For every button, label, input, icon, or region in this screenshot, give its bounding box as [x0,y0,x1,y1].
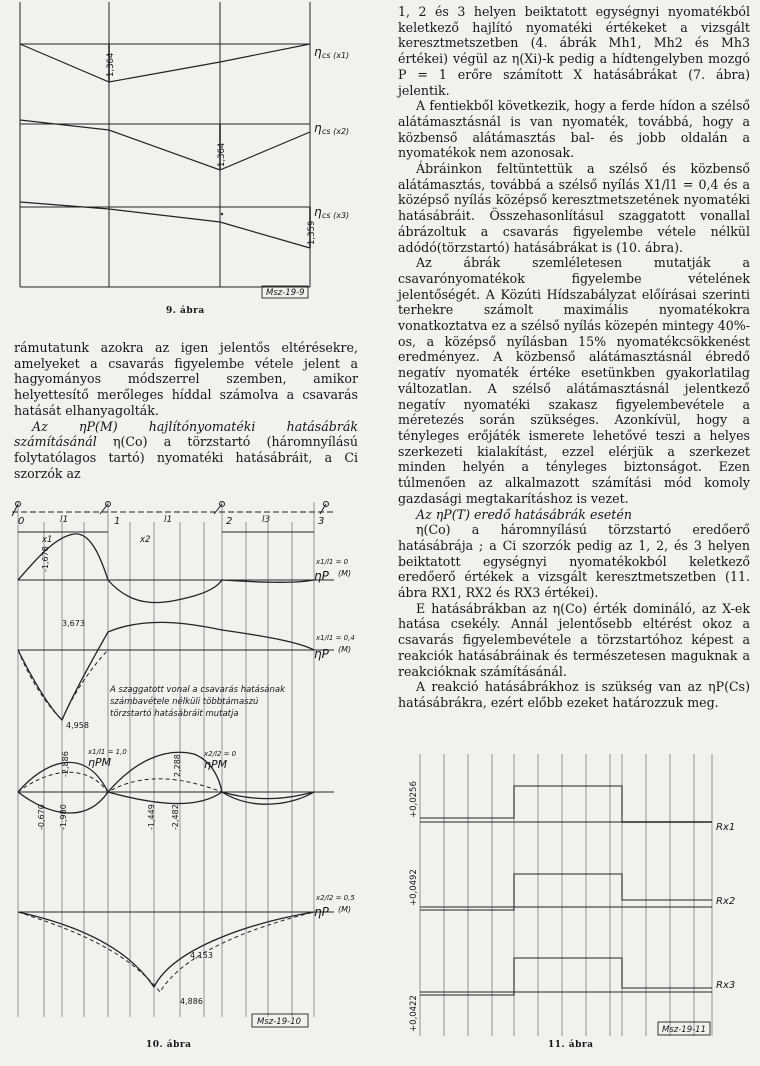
left-text-block [14,340,358,481]
fig10-right-2: ηP [314,569,329,583]
fig9-eta-3: η [314,205,322,219]
right-paragraph-5: Az ηP(T) eredő hatásábrák esetén [416,506,632,522]
fig11-val-1: +0,0256 [409,781,419,818]
fig9-val-2: 1,364 [217,142,227,167]
fig9-stamp: Msz-19-9 [266,288,305,298]
figure-9 [14,2,362,302]
fig10-right-4: x1/l1 = 0,4 [316,634,355,642]
fig10-right-10: ηPM [204,758,228,771]
fig10-val-4: -2,886 [61,751,70,777]
fig9-eta-1: η [314,45,322,59]
fig9-val-3: 1,359 [307,220,317,245]
fig11-val-3: +0,0422 [409,995,419,1032]
left-paragraph-1: rámutatunk azokra az igen jelentős eltérésekre, amelyeket a csavarás figyelembe vétele jelent a hagyományos módszerrel szemben, amikor helyettesítő merőleges híddal számolva a csavarás hatását elhanyagolták. [14,340,358,418]
left-paragraph-2-rest: η(Co) a törzstartó (háromnyílású folytatólagos tartó) nyomatéki hatásábráit, a Ci szorzók az [14,434,358,481]
fig10-right-9: x2/l2 = 0 [204,750,237,758]
right-paragraph-3: Ábráinkon feltüntettük a szélső és közbenső alátámasztás, továbbá a szélső nyílás X1/l1 = 0,4 és a középső nyílás középső keresztmetszetének nyomatéki hatásábráit. Összehasonlításul szaggatott vonallal ábrázoltuk a csavarás figyelembe vétele nélkül adódó(törzstartó) hatásábrákat is (10. ábra). [398,161,750,255]
fig10-span-2: l1 [164,515,173,525]
fig10-note-1: A szaggatott vonal a csavarás hatásának [110,685,285,695]
fig10-right-13: (M) [338,905,352,914]
fig9-sub-3: cs (x3) [322,211,350,220]
right-paragraph-1: 1, 2 és 3 helyen beiktatott egységnyi nyomatékból keletkező hajlító nyomatéki értékeket a vizsgált keresztmetszetben (4. ábrák Mh1, Mh2 és Mh3 értékei) végül az η(Xi)-k pedig a hídtengelyben mozgó P = 1 erőre számított X hatásábrákat (7. ábra) jelentik. [398,4,750,98]
fig10-right-6: (M) [338,645,352,654]
fig10-support-0: 0 [18,516,25,527]
fig10-support-3: 3 [318,516,325,527]
fig10-support-2: 2 [226,516,233,527]
right-paragraph-8: A reakció hatásábrákhoz is szükség van az ηP(Cs) hatásábrákra, ezért előbb ezeket határozzuk meg. [398,679,750,710]
fig10-val-5: -0,670 [37,804,46,830]
fig10-val-8: -1,449 [147,804,156,830]
fig10-right-12: ηP [314,905,329,919]
fig10-right-8: ηPM [88,756,112,769]
right-paragraph-2: A fentiekből következik, hogy a ferde hídon a szélső alátámasztásnál is van nyomaték, továbbá, hogy a közbenső alátámasztás bal- és jobb oldalán a nyomatékok nem azonosak. [398,98,750,161]
fig10-val-11: 4,886 [180,997,203,1006]
fig10-right-7: x1/l1 = 1,0 [88,748,127,756]
left-paragraph-2 [14,419,358,482]
fig9-val-1: 1,364 [106,52,116,77]
fig10-caption: 10. ábra [146,1040,192,1050]
fig11-label-1: Rx1 [716,822,736,833]
right-paragraph-6: η(Co) a háromnyílású törzstartó eredőerő hatásábrája ; a Ci szorzók pedig az 1, 2, és 3 helyen beiktatott egységnyi nyomatékokból keletkező eredőerő értékek a vizsgált keresztmetszetben (11. ábra RX1, RX2 és RX3 értékei). [398,522,750,601]
fig10-support-1: 1 [114,516,121,527]
fig10-right-5: ηP [314,647,329,661]
fig9-sub-1: cs (x1) [322,51,350,60]
fig10-val-9: -2,482 [171,804,180,830]
fig10-val-6: -1,980 [59,804,68,830]
fig10-val-7: 2,288 [173,754,182,777]
right-text-block [398,4,750,711]
fig10-right-1: x1/l1 = 0 [316,558,349,566]
fig10-val-1: -1,678 [41,546,50,572]
figure-11 [404,752,756,1044]
fig9-sub-2: cs (x2) [322,127,350,136]
right-paragraph-7: E hatásábrákban az η(Co) érték domináló, az X-ek hatása csekély. Annál jelentősebb eltérést okoz a csavarás figyelembevétele a törzstartóhoz képest a reakciók hatásábráinak és természetesen maguknak a reakcióknak számításánál. [398,600,750,679]
fig11-label-2: Rx2 [716,896,736,907]
fig10-note-2: számbavétele nélküli többtámaszú [110,697,259,707]
fig9-caption: 9. ábra [166,306,205,316]
fig10-val-10: 4,153 [190,951,213,960]
fig10-x2: x2 [140,535,151,545]
fig10-val-3: 4,958 [66,721,89,730]
right-paragraph-4: Az ábrák szemléletesen mutatják a csavarónyomatékok figyelembe vételének jelentőségét. A Közúti Hídszabályzat előírásai szerinti terhekre számolt maximális nyomatékokra vonatkoztatva ez a szélső nyílás közepén mintegy 40%-os, a középső nyílásban 15% nyomatékcsökkenést eredményez. A közbenső alátámasztásnál ébredő negatív nyomaték értéke esetünkben gyakorlatilag változatlan. A szélső alátámasztásnál jelentkező negatív nyomatéki szakasz figyelembevétele a méretezés során szükséges. Azonkívül, hogy a tényleges erőjáték ismerete lehetővé teszi a helyes szerkezeti kialakítást, ezzel elérjük a szerkezet minden helyén a tényleges biztonságot. Ezen túlmenően az alkalmazott számítási mód komoly gazdasági megtakarításhoz is vezet. [398,255,750,506]
fig11-stamp: Msz-19-11 [662,1025,706,1035]
fig9-eta-2: η [314,121,322,135]
fig10-span-3: l3 [262,515,271,525]
fig10-x1: x1 [42,535,53,545]
fig10-note-3: törzstartó hatásábráit mutatja [110,709,239,719]
left-paragraph-2-italic: Az ηP(M) hajlítónyomatéki hatásábrák számításánál [14,418,358,450]
fig11-val-2: +0,0492 [409,869,419,906]
fig10-right-3: (M) [338,569,352,578]
figure-10 [4,492,376,1052]
fig11-label-3: Rx3 [716,980,736,991]
fig10-span-1: l1 [60,515,69,525]
fig10-stamp: Msz-19-10 [257,1017,301,1027]
fig10-right-11: x2/l2 = 0,5 [316,894,355,902]
fig11-caption: 11. ábra [548,1040,594,1050]
fig10-val-2: 3,673 [62,619,85,628]
